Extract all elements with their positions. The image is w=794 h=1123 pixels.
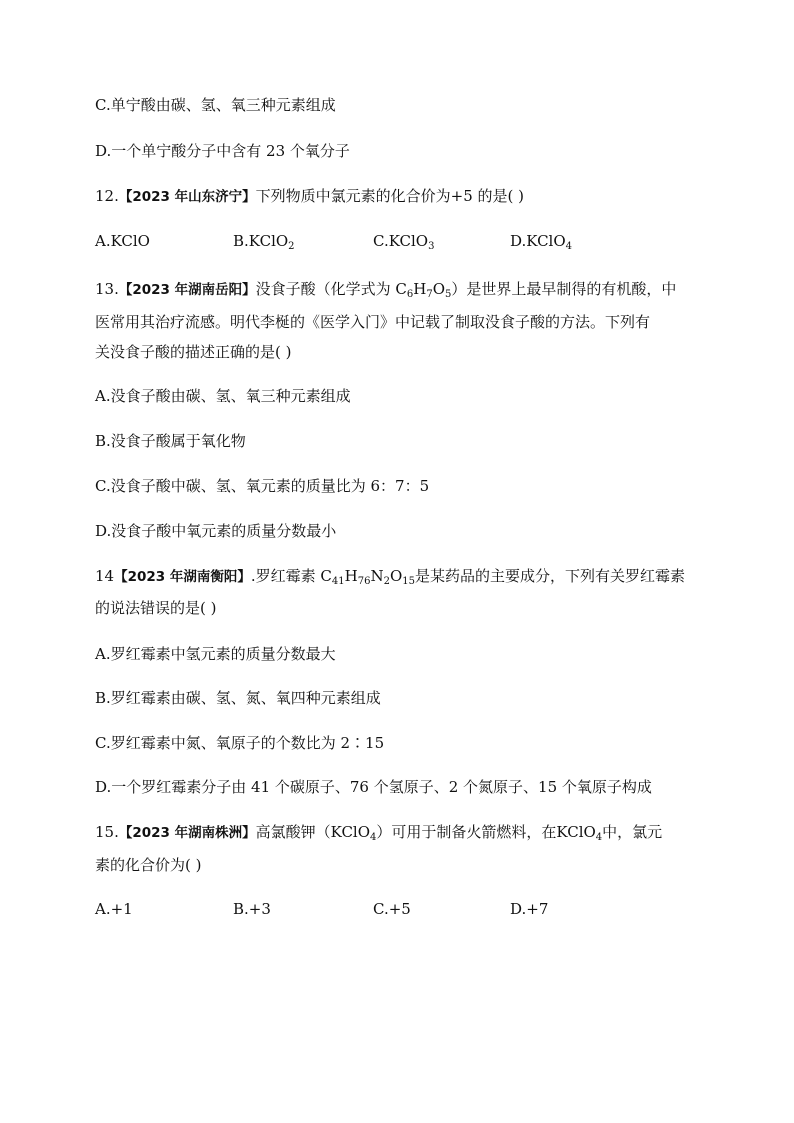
option-a: A.没食子酸由碳、氢、氧三种元素组成 bbox=[95, 387, 351, 405]
question-14-stem-line-2: 的说法错误的是( ) bbox=[95, 599, 217, 617]
question-13-stem-line-3: 关没食子酸的描述正确的是( ) bbox=[95, 343, 292, 361]
question-source: 【2023 年湖南株洲】 bbox=[118, 825, 256, 841]
question-source: 【2023 年山东济宁】 bbox=[118, 189, 256, 205]
option-d: D.KClO$_4$ bbox=[510, 232, 573, 252]
question-number: 14 bbox=[95, 567, 115, 585]
question-12 bbox=[95, 185, 524, 208]
option-a: A.KClO bbox=[95, 232, 150, 250]
question-13: 13.【2023 年湖南岳阳】没食子酸（化学式为 $C_6H_7O_5$）是世界上最早制得的有机酸，中 bbox=[95, 280, 677, 300]
option-b: B.+3 bbox=[233, 900, 271, 918]
option-c: C.+5 bbox=[373, 900, 411, 918]
question-15-stem-line-2: 素的化合价为( ) bbox=[95, 856, 202, 874]
option-b: B.KClO$_2$ bbox=[233, 232, 295, 252]
question-13-stem-line-2: 医常用其治疗流感。明代李梴的《医学入门》中记载了制取没食子酸的方法。下列有 bbox=[95, 313, 651, 331]
question-source: 【2023 年湖南岳阳】 bbox=[118, 282, 256, 298]
option-d-prev: D.一个单宁酸分子中含有 23 个氧分子 bbox=[95, 142, 350, 160]
question-number: 13. bbox=[95, 280, 119, 298]
option-a: A.罗红霉素中氢元素的质量分数最大 bbox=[95, 645, 336, 663]
question-number: 12. bbox=[95, 187, 119, 205]
question-stem: 下列物质中氯元素的化合价为+5 的是( ) bbox=[255, 187, 524, 205]
option-a: A.+1 bbox=[95, 900, 133, 918]
option-b: B.没食子酸属于氧化物 bbox=[95, 432, 246, 450]
option-c-prev: C.单宁酸由碳、氢、氧三种元素组成 bbox=[95, 96, 336, 114]
option-d: D.没食子酸中氧元素的质量分数最小 bbox=[95, 522, 337, 540]
question-number: 15. bbox=[95, 823, 119, 841]
question-12-options bbox=[95, 230, 695, 252]
option-c: C.KClO$_3$ bbox=[373, 232, 435, 252]
option-b: B.罗红霉素由碳、氢、氮、氧四种元素组成 bbox=[95, 689, 381, 707]
option-c: C.罗红霉素中氮、氧原子的个数比为 2∶15 bbox=[95, 734, 385, 752]
question-15-options bbox=[95, 898, 695, 920]
option-d: D.一个罗红霉素分子由 41 个碳原子、76 个氢原子、2 个氮原子、15 个氧原子构成 bbox=[95, 778, 652, 796]
question-source: 【2023 年湖南衡阳】 bbox=[114, 569, 251, 585]
question-15: 15.【2023 年湖南株洲】高氯酸钾（KClO$_4$）可用于制备火箭燃料，在KClO$_4$中，氯元 bbox=[95, 823, 663, 843]
question-14: 14【2023 年湖南衡阳】.罗红霉素 $C_{41}H_{76}N_2O_{15}$是某药品的主要成分，下列有关罗红霉素 bbox=[95, 567, 686, 587]
option-c: C.没食子酸中碳、氢、氧元素的质量比为 6：7：5 bbox=[95, 477, 430, 495]
option-d: D.+7 bbox=[510, 900, 549, 918]
